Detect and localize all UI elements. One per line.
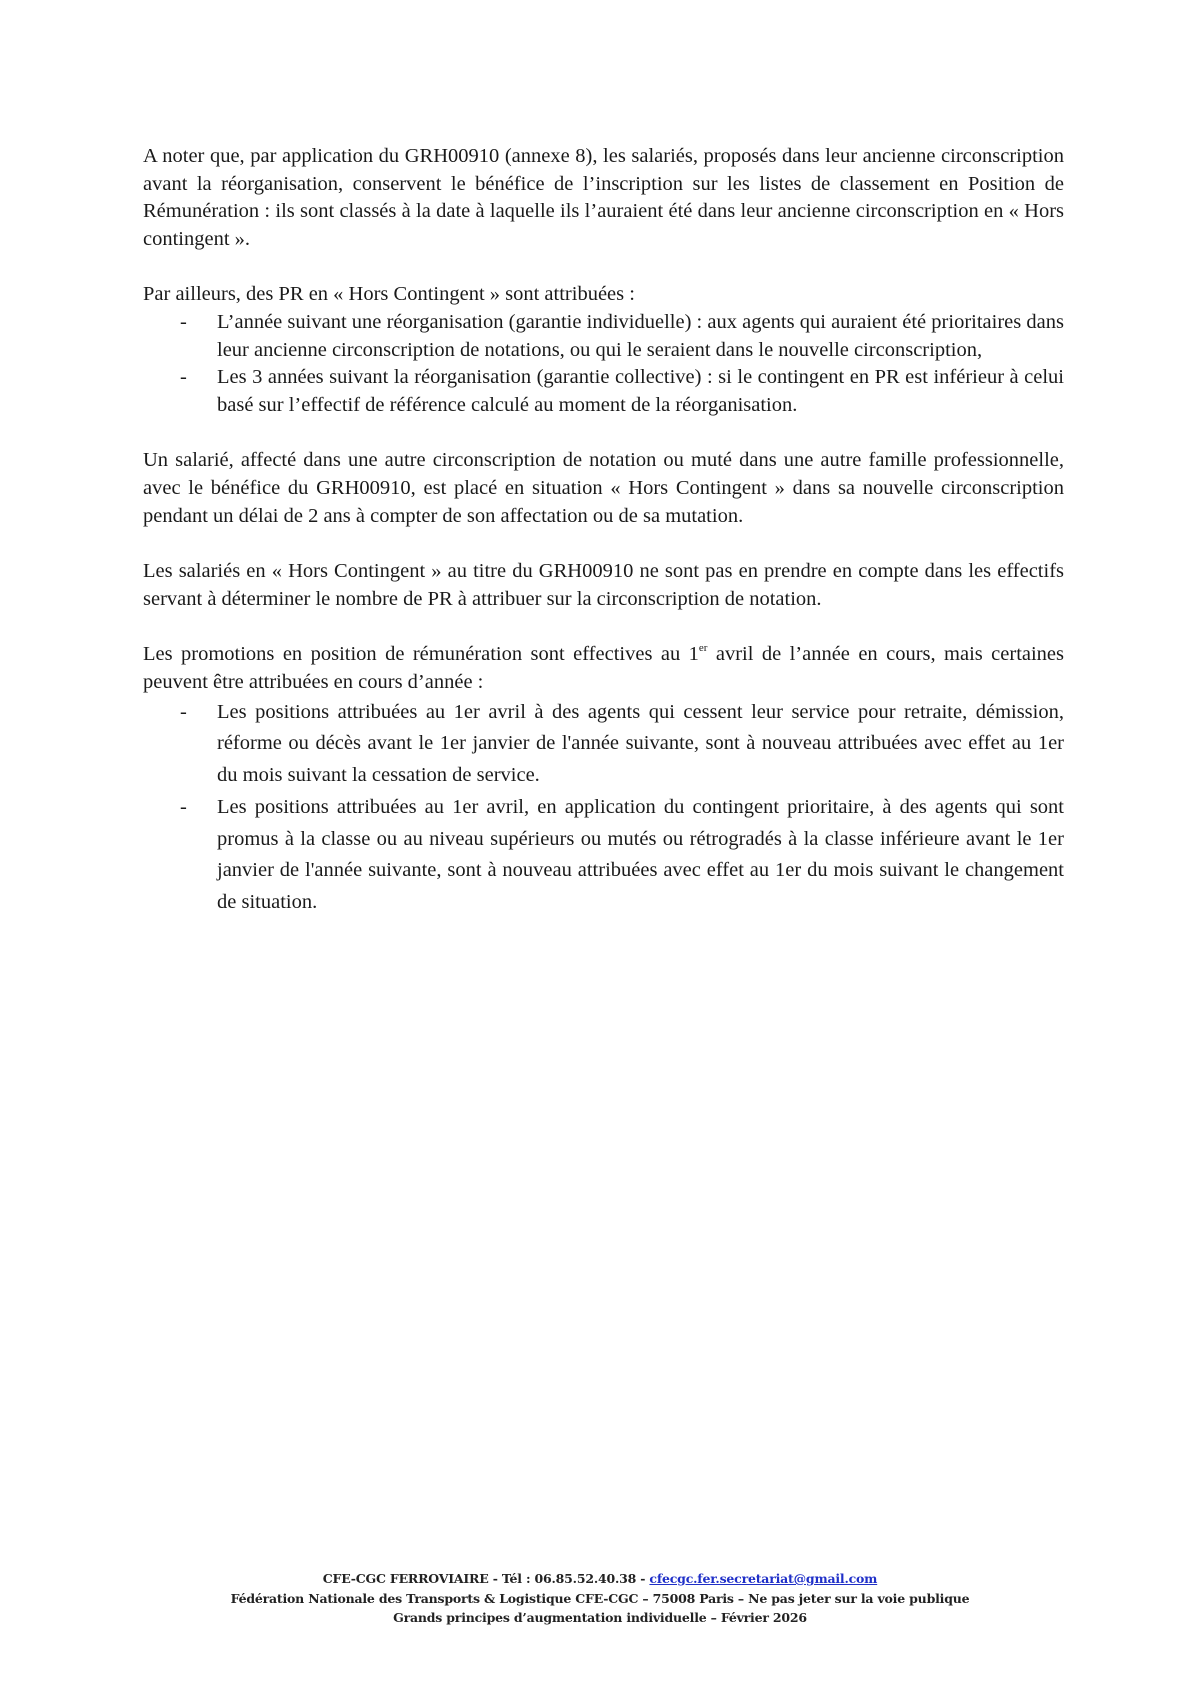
bullet-list: [143, 697, 1064, 920]
paragraph-effectifs: Les salariés en « Hors Contingent » au titre du GRH00910 ne sont pas en prendre en compte dans les effectifs servant à déterminer le nombre de PR à attribuer sur la circonscription de notation.: [143, 560, 1064, 610]
footer-contact-line: [0, 1569, 1200, 1589]
footer-federation-line: Fédération Nationale des Transports & Logistique CFE-CGC – 75008 Paris – Ne pas jeter sur la voie publique: [230, 1590, 970, 1606]
dash-bullet-icon: -: [180, 795, 187, 818]
paragraph-promotions: [143, 641, 1064, 919]
paragraph-hors-contingent-attribution: [143, 281, 1064, 419]
paragraph-grh-annexe: A noter que, par application du GRH00910 (annexe 8), les salariés, proposés dans leur ancienne circonscription avant la réorganisation, conservent le bénéfice de l’inscription sur les listes de classement en Position de Rémunération : ils sont classés à la date à laquelle ils l’auraient été dans leur ancienne circonscription en « Hors contingent ».: [143, 145, 1064, 250]
paragraph-intro: Par ailleurs, des PR en « Hors Contingent » sont attribuées :: [143, 283, 635, 306]
dash-bullet-icon: -: [180, 700, 187, 723]
bullet-list: [143, 309, 1064, 419]
list-item: [143, 792, 1064, 919]
footer-document-title: Grands principes d’augmentation individuelle – Février 2026: [393, 1610, 807, 1625]
intro-text: Les promotions en position de rémunération sont effectives au 1: [143, 643, 699, 666]
list-item: [143, 364, 1064, 419]
page-footer: [0, 1569, 1200, 1628]
paragraph-intro: [143, 641, 1064, 696]
footer-contact-text: CFE-CGC FERROVIAIRE - Tél : 06.85.52.40.38 -: [322, 1571, 650, 1586]
list-item-text: Les 3 années suivant la réorganisation (garantie collective) : si le contingent en PR est inférieur à celui basé sur l’effectif de référence calculé au moment de la réorganisation.: [217, 366, 1064, 416]
list-item-text: L’année suivant une réorganisation (garantie individuelle) : aux agents qui auraient été prioritaires dans leur ancienne circonscription de notations, ou qui le seraient dans le nouvelle circonscription,: [217, 310, 1064, 361]
paragraph-affectation: Un salarié, affecté dans une autre circonscription de notation ou muté dans une autre famille professionnelle, avec le bénéfice du GRH00910, est placé en situation « Hors Contingent » dans sa nouvelle circonscription pendant un délai de 2 ans à compter de son affectation ou de sa mutation.: [143, 449, 1064, 527]
superscript: er: [698, 642, 708, 655]
list-item-text: Les positions attribuées au 1er avril, en application du contingent prioritaire, à des agents qui sont promus à la classe ou au niveau supérieurs ou mutés ou rétrogradés à la classe inférieure avant le 1er janvier de l'année suivante, sont à nouveau attribuées avec effet au 1er du mois suivant le changement de situation.: [217, 795, 1064, 914]
list-item: [143, 697, 1064, 792]
list-item-text: Les positions attribuées au 1er avril à des agents qui cessent leur service pour retraite, démission, réforme ou décès avant le 1er janvier de l'année suivante, sont à nouveau attribuées avec effet au 1er du mois suivant la cessation de service.: [217, 700, 1064, 787]
document-body: [143, 143, 1064, 947]
dash-bullet-icon: -: [180, 366, 187, 389]
intro-text-continued: avril de l’année en cours, mais certaines peuvent être attribuées en cours d’année :: [143, 643, 1065, 693]
dash-bullet-icon: -: [180, 310, 187, 333]
email-link[interactable]: cfecgc.fer.secretariat@gmail.com: [649, 1571, 878, 1586]
list-item: [143, 309, 1064, 364]
